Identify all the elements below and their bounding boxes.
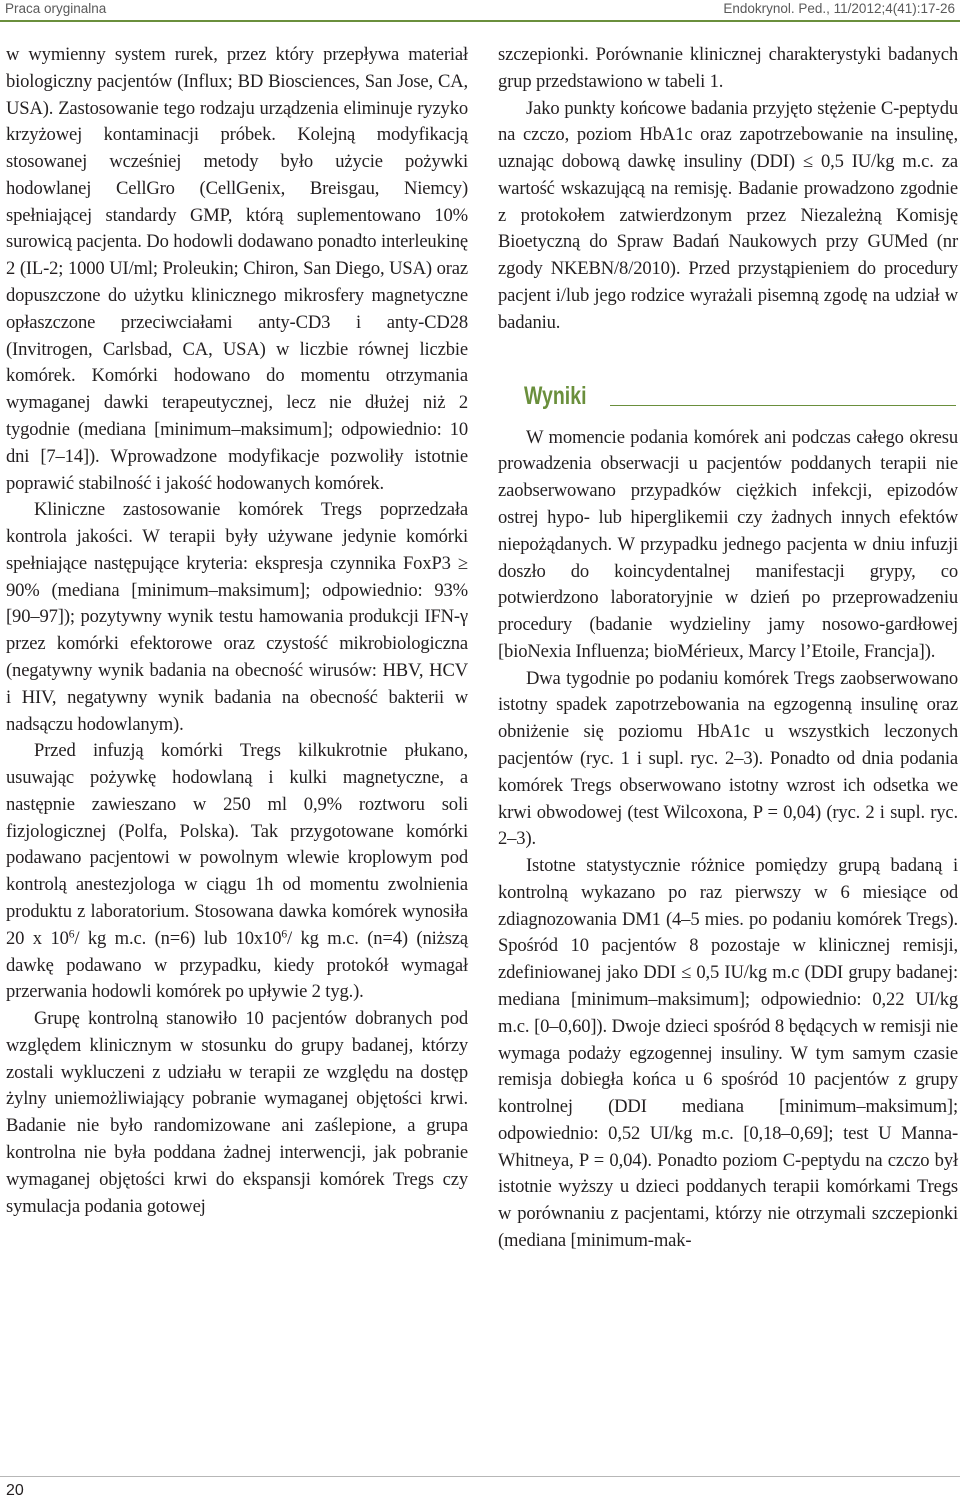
footer-divider (0, 1476, 960, 1477)
paragraph-right-2: Jako punkty końcowe badania przyjęto stężenie C-peptydu na czczo, poziom HbA1c oraz zapotrzebowanie na insulinę, uznając dobową dawkę insuliny (DDI) ≤ 0,5 IU/kg m.c. za wartość wskazującą na remisję. Badanie prowadzono zgodnie z protokołem zatwierdzonym przez Niezależną Komisję Bioetyczną do Spraw Badań Naukowych przy GUMed (nr zgody NKEBN/8/2010). Przed przystąpieniem do procedury pacjent i/lub jego rodzice wyrażali pisemną zgodę na udział w badaniu. (498, 97, 958, 333)
paragraph-left-4: Grupę kontrolną stanowiło 10 pacjentów dobranych pod względem klinicznym w stosunku do grupy badanej, którzy zostali wykluczeni z udziału w terapii ze względu na dostęp żylny uniemożliwiający pobranie wymaganej objętości krwi. Badanie nie było randomizowane ani zaślepione, a grupa kontrolna nie była poddana żadnej interwencji, jak pobranie wymaganej objętości krwi do ekspansji komórek Tregs czy symulacja podania gotowej (6, 1008, 468, 1217)
exponent-1: 6 (68, 928, 75, 941)
section-title: Wyniki (524, 381, 587, 410)
exponent-2: 6 (281, 928, 287, 941)
paragraph-left-3 (6, 738, 468, 1006)
section-heading-results (524, 371, 958, 411)
paragraph-right-3: W momencie podania komórek ani podczas całego okresu prowadzenia obserwacji u pacjentów poddanych terapii nie zaobserwowano przypadków ciężkich infekcji, epizodów ostrej hypo- lub hiperglikemii czy żadnych innych efektów niepożądanych. W przypadku jednego pacjenta w dniu infuzji doszło do koincydentalnej manifestacji grypy, co potwierdzono laboratoryjnie w dzień po przeprowadzeniu procedury (badanie wydzieliny jamy nosowo-gardłowej [bioNexia Influenza; bioMérieux, Marcy l’Etoile, Francja]). (498, 426, 958, 662)
header-divider (0, 20, 960, 22)
paragraph-right-5: Istotne statystycznie różnice pomiędzy grupą badaną i kontrolną wykazano po raz pierwszy w 6 miesiące od zdiagnozowania DM1 (4–5 mies. po podaniu komórek Tregs). Spośród 10 pacjentów 8 pozostaje w klinicznej remisji, zdefiniowanej jako DDI ≤ 0,5 IU/kg m.c (DDI grupy badanej: mediana [minimum–maksimum]; odpowiednio: 0,22 UI/kg m.c. [0–0,60]). Dwoje dzieci spośród 8 będących w remisji nie wymaga podaży egzogennej insuliny. W tym samym czasie remisja dobiegła końca u 6 spośród 10 pacjentów z grupy kontrolnej (DDI mediana [minimum–maksimum]; odpowiednio: 0,52 UI/kg m.c. [0,18–0,69]; test U Manna-Whitneya, P = 0,04). Ponadto poziom C-peptydu na czczo był istotnie wyższy u dzieci poddanych terapii komórkami Tregs w porównaniu z pacjentami, którzy nie otrzymali szczepionki (mediana [minimum-mak- (498, 855, 958, 1252)
page-number: 20 (6, 1482, 24, 1499)
running-header (0, 0, 960, 20)
paragraph-left-1: w wymienny system rurek, przez który przepływa materiał biologiczny pacjentów (Influx; BD Biosciences, San Jose, CA, USA). Zastosowanie tego rodzaju urządzenia eliminuje ryzyko krzyżowej kontaminacji próbek. Kolejną modyfikacją stosowanej wcześniej metody było użycie pożywki hodowlanej CellGro (CellGenix, Breisgau, Niemcy) spełniającej standardy GMP, którą suplementowano 10% surowicą pacjenta. Do hodowli dodawano ponadto interleukinę 2 (IL-2; 1000 UI/ml; Proleukin; Chiron, San Diego, USA) oraz dopuszczone do użytku klinicznego mikrosfery magnetyczne opłaszczone przeciwciałami anty-CD3 i anty-CD28 (Invitrogen, Carlsbad, CA, USA) w liczbie równej liczbie komórek. Komórki hodowano do momentu otrzymania wymaganej dawki terapeutycznej, lecz nie dłużej niż 2 tygodnie (mediana [minimum–maksimum]; odpowiednio: 10 dni [7–14]). Wprowadzone modyfikacje pozwoliły istotnie poprawić stabilność i jakość hodowanych komórek. (6, 44, 468, 494)
paragraph-left-3-part-a: Przed infuzją komórki Tregs kilkukrotnie płukano, usuwając pożywkę hodowlaną i kulki magnetyczne, a następnie zawieszano w 250 ml 0,9% roztworu soli fizjologicznej (Polfa, Polska). Tak przygotowane komórki podawano pacjentowi w powolnym wlewie kroplowym pod kontrolą anestezjologa w ciągu 1h od momentu zwolnienia produktu z laboratorium. Stosowana dawka komórek wynosiła 20 x 10 (6, 740, 468, 949)
paragraph-right-4: Dwa tygodnie po podaniu komórek Tregs zaobserwowano istotny spadek zapotrzebowania na egzogenną insulinę oraz obniżenie się poziomu HbA1c u wszystkich leczonych pacjentów (ryc. 1 i supl. ryc. 2–3). Ponadto od dnia podania komórek Tregs obserwowano istotny wzrost ich odsetka we krwi obwodowej (test Wilcoxona, P = 0,04) (ryc. 2 i supl. ryc. 2–3). (498, 667, 958, 850)
right-column (498, 42, 958, 1255)
paragraph-right-1: szczepionki. Porównanie klinicznej charakterystyki badanych grup przedstawiono w tabeli 1. (498, 44, 958, 92)
section-heading-rule (610, 405, 956, 406)
left-column (6, 42, 468, 1220)
article-type-label: Praca oryginalna (5, 1, 107, 16)
paragraph-left-2: Kliniczne zastosowanie komórek Tregs poprzedzała kontrola jakości. W terapii były używane jedynie komórki spełniające następujące kryteria: ekspresja czynnika FoxP3 ≥ 90% (mediana [minimum–maksimum]; odpowiednio: 93% [90–97]); pozytywny wynik testu hamowania produkcji IFN-γ przez komórki efektorowe oraz czystość mikrobiologiczna (negatywny wynik badania na obecność wirusów: HBV, HCV i HIV, negatywny wynik badania na obecność bakterii w nadsączu hodowlanym). (6, 499, 468, 735)
paragraph-left-3-part-b: / kg m.c. (n=6) lub 10x10 (74, 927, 282, 949)
paragraph-left-3-part-c: / kg m.c. (n=4) (niższą dawkę podawano w przypadku, kiedy protokół wymagał przerwania hodowli komórek po upływie 2 tyg.). (6, 927, 469, 1003)
journal-citation: Endokrynol. Ped., 11/2012;4(41):17-26 (723, 1, 955, 16)
